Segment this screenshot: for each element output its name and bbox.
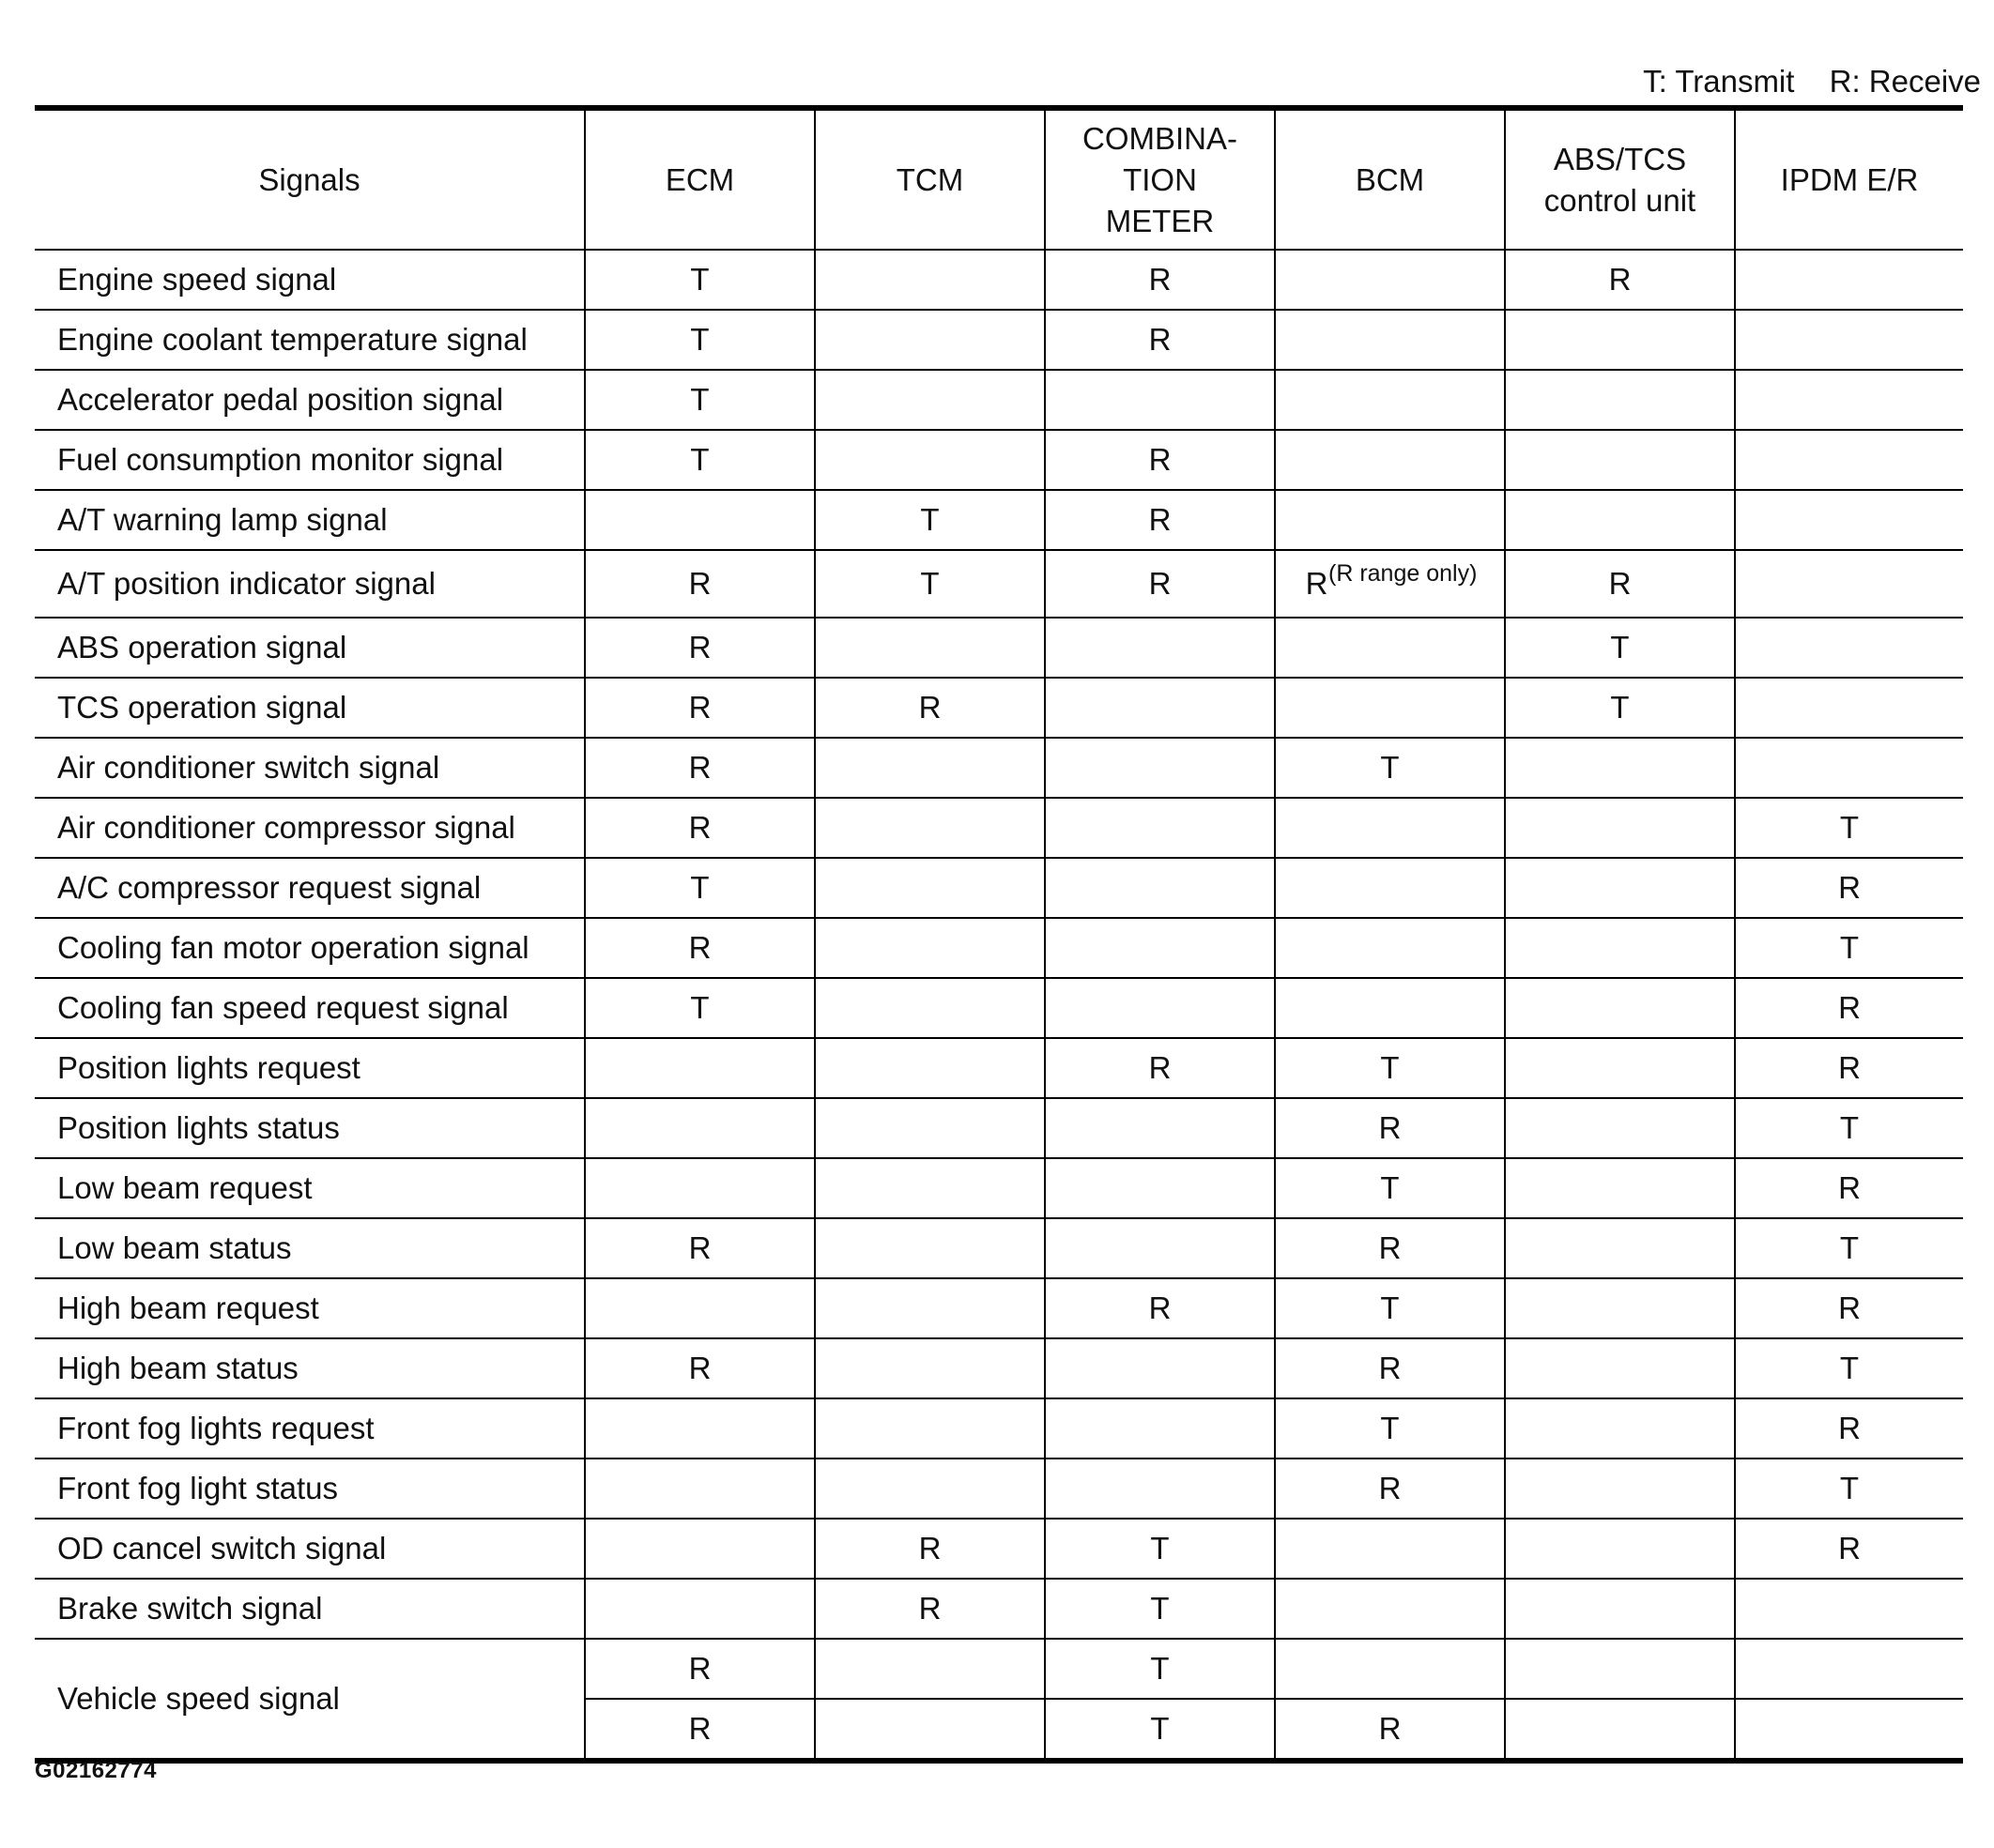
cell-ipdm-er (1735, 430, 1963, 490)
cell-combination-meter (1045, 798, 1275, 858)
cell-bcm: R (1275, 1338, 1505, 1398)
cell-ecm: R (585, 1699, 815, 1761)
cell-ipdm-er: T (1735, 1098, 1963, 1158)
cell-tcm (815, 1338, 1045, 1398)
cell-ecm (585, 490, 815, 550)
table-row (35, 978, 1963, 1038)
cell-tcm: R (815, 1579, 1045, 1639)
cell-combination-meter (1045, 1338, 1275, 1398)
cell-abs-tcs-control-unit (1505, 738, 1735, 798)
cell-tcm: T (815, 550, 1045, 618)
table-row (35, 918, 1963, 978)
cell-ipdm-er (1735, 490, 1963, 550)
cell-ipdm-er (1735, 310, 1963, 370)
cell-ecm: R (585, 1639, 815, 1699)
cell-tcm (815, 310, 1045, 370)
cell-ecm (585, 1158, 815, 1218)
cell-ipdm-er (1735, 550, 1963, 618)
cell-combination-meter: R (1045, 250, 1275, 310)
legend-transmit: T: Transmit (1643, 64, 1795, 99)
cell-tcm (815, 1218, 1045, 1278)
header-ecm: ECM (585, 108, 815, 250)
cell-bcm (1275, 250, 1505, 310)
cell-ipdm-er: T (1735, 1338, 1963, 1398)
cell-abs-tcs-control-unit (1505, 370, 1735, 430)
cell-bcm (1275, 370, 1505, 430)
table-row (35, 1639, 1963, 1699)
cell-ecm: R (585, 550, 815, 618)
signal-name: Accelerator pedal position signal (35, 370, 585, 430)
cell-ecm: R (585, 798, 815, 858)
table-row (35, 490, 1963, 550)
signal-name: A/T position indicator signal (35, 550, 585, 618)
cell-abs-tcs-control-unit: T (1505, 678, 1735, 738)
cell-bcm (1275, 858, 1505, 918)
cell-tcm: T (815, 490, 1045, 550)
cell-bcm (1275, 1579, 1505, 1639)
table-row (35, 1579, 1963, 1639)
cell-ipdm-er (1735, 1639, 1963, 1699)
signal-name: A/C compressor request signal (35, 858, 585, 918)
header-combination-meter: COMBINA- TION METER (1045, 108, 1275, 250)
cell-tcm (815, 918, 1045, 978)
cell-abs-tcs-control-unit (1505, 1519, 1735, 1579)
cell-combination-meter (1045, 618, 1275, 678)
signal-name: Front fog light status (35, 1459, 585, 1519)
cell-abs-tcs-control-unit (1505, 918, 1735, 978)
cell-ipdm-er (1735, 370, 1963, 430)
cell-tcm (815, 858, 1045, 918)
cell-tcm (815, 1158, 1045, 1218)
table-row (35, 1218, 1963, 1278)
cell-combination-meter: R (1045, 310, 1275, 370)
cell-ecm (585, 1098, 815, 1158)
cell-ecm: T (585, 250, 815, 310)
signal-name: Low beam request (35, 1158, 585, 1218)
cell-abs-tcs-control-unit: R (1505, 250, 1735, 310)
cell-ecm: R (585, 618, 815, 678)
cell-bcm (1275, 618, 1505, 678)
cell-ipdm-er: R (1735, 1519, 1963, 1579)
cell-ecm (585, 1459, 815, 1519)
cell-combination-meter (1045, 738, 1275, 798)
cell-combination-meter (1045, 1459, 1275, 1519)
cell-ipdm-er: R (1735, 978, 1963, 1038)
signal-name: A/T warning lamp signal (35, 490, 585, 550)
cell-tcm (815, 430, 1045, 490)
cell-combination-meter: R (1045, 430, 1275, 490)
cell-bcm (1275, 798, 1505, 858)
cell-bcm: T (1275, 1278, 1505, 1338)
signal-name: Fuel consumption monitor signal (35, 430, 585, 490)
cell-tcm (815, 618, 1045, 678)
cell-combination-meter: R (1045, 1038, 1275, 1098)
cell-bcm (1275, 1639, 1505, 1699)
cell-abs-tcs-control-unit (1505, 1338, 1735, 1398)
cell-combination-meter (1045, 678, 1275, 738)
cell-tcm (815, 1098, 1045, 1158)
signal-name: Vehicle speed signal (35, 1639, 585, 1761)
cell-bcm (1275, 678, 1505, 738)
r-range-only-note: (R range only) (1328, 560, 1478, 587)
cell-ipdm-er: T (1735, 798, 1963, 858)
cell-ipdm-er: T (1735, 1459, 1963, 1519)
cell-combination-meter (1045, 1098, 1275, 1158)
cell-ecm: R (585, 678, 815, 738)
cell-tcm (815, 1699, 1045, 1761)
cell-bcm (1275, 490, 1505, 550)
cell-ecm: R (585, 1218, 815, 1278)
cell-abs-tcs-control-unit (1505, 1038, 1735, 1098)
cell-ecm: T (585, 310, 815, 370)
cell-tcm (815, 978, 1045, 1038)
cell-combination-meter: R (1045, 490, 1275, 550)
cell-ipdm-er: T (1735, 1218, 1963, 1278)
cell-bcm (1275, 310, 1505, 370)
cell-ipdm-er (1735, 1579, 1963, 1639)
legend (1643, 64, 1981, 99)
cell-tcm (815, 738, 1045, 798)
cell-ecm (585, 1038, 815, 1098)
cell-ecm: R (585, 918, 815, 978)
cell-combination-meter (1045, 370, 1275, 430)
table-row (35, 798, 1963, 858)
cell-ecm (585, 1519, 815, 1579)
table-row (35, 370, 1963, 430)
table-body (35, 250, 1963, 1761)
cell-ipdm-er: R (1735, 1398, 1963, 1459)
signal-name: Air conditioner compressor signal (35, 798, 585, 858)
table-row (35, 1158, 1963, 1218)
signal-name: Engine coolant temperature signal (35, 310, 585, 370)
cell-abs-tcs-control-unit (1505, 798, 1735, 858)
table-row (35, 738, 1963, 798)
header-signals: Signals (35, 108, 585, 250)
signal-name: Position lights request (35, 1038, 585, 1098)
cell-ipdm-er (1735, 678, 1963, 738)
cell-ecm: T (585, 430, 815, 490)
cell-bcm: T (1275, 1038, 1505, 1098)
table-row (35, 1278, 1963, 1338)
cell-ecm (585, 1579, 815, 1639)
cell-tcm (815, 370, 1045, 430)
cell-tcm (815, 1398, 1045, 1459)
cell-abs-tcs-control-unit (1505, 1098, 1735, 1158)
cell-tcm (815, 1038, 1045, 1098)
cell-abs-tcs-control-unit (1505, 430, 1735, 490)
header-bcm: BCM (1275, 108, 1505, 250)
cell-combination-meter: T (1045, 1579, 1275, 1639)
cell-bcm: T (1275, 738, 1505, 798)
cell-ipdm-er (1735, 250, 1963, 310)
cell-abs-tcs-control-unit (1505, 858, 1735, 918)
table-row (35, 550, 1963, 618)
header-row (35, 108, 1963, 250)
signal-name: Air conditioner switch signal (35, 738, 585, 798)
cell-abs-tcs-control-unit (1505, 1278, 1735, 1338)
signal-name: Position lights status (35, 1098, 585, 1158)
cell-combination-meter (1045, 858, 1275, 918)
table-row (35, 618, 1963, 678)
cell-abs-tcs-control-unit (1505, 310, 1735, 370)
figure-id: G02162774 (35, 1758, 157, 1783)
cell-bcm: R (1275, 1218, 1505, 1278)
table-row (35, 1038, 1963, 1098)
signal-name: Front fog lights request (35, 1398, 585, 1459)
cell-ecm: T (585, 978, 815, 1038)
cell-combination-meter (1045, 1218, 1275, 1278)
cell-ecm: T (585, 858, 815, 918)
signal-name: Brake switch signal (35, 1579, 585, 1639)
cell-value: R (1305, 566, 1328, 601)
signal-name: Cooling fan motor operation signal (35, 918, 585, 978)
table-row (35, 250, 1963, 310)
cell-ecm (585, 1278, 815, 1338)
table-row (35, 310, 1963, 370)
cell-combination-meter (1045, 918, 1275, 978)
table-row (35, 1398, 1963, 1459)
cell-bcm (1275, 550, 1505, 618)
table-row (35, 858, 1963, 918)
cell-ipdm-er: R (1735, 1038, 1963, 1098)
cell-bcm: T (1275, 1398, 1505, 1459)
cell-tcm: R (815, 678, 1045, 738)
header-tcm: TCM (815, 108, 1045, 250)
signal-name: OD cancel switch signal (35, 1519, 585, 1579)
cell-ecm: R (585, 1338, 815, 1398)
table-row (35, 1519, 1963, 1579)
cell-bcm (1275, 978, 1505, 1038)
cell-tcm (815, 250, 1045, 310)
cell-ipdm-er: R (1735, 1278, 1963, 1338)
signal-name: Engine speed signal (35, 250, 585, 310)
signal-name: Cooling fan speed request signal (35, 978, 585, 1038)
cell-combination-meter (1045, 1158, 1275, 1218)
signal-name: TCS operation signal (35, 678, 585, 738)
header-ipdm-er: IPDM E/R (1735, 108, 1963, 250)
cell-ecm: T (585, 370, 815, 430)
cell-combination-meter: T (1045, 1519, 1275, 1579)
cell-abs-tcs-control-unit (1505, 1579, 1735, 1639)
cell-ipdm-er: R (1735, 1158, 1963, 1218)
cell-combination-meter: R (1045, 1278, 1275, 1338)
cell-abs-tcs-control-unit (1505, 490, 1735, 550)
cell-abs-tcs-control-unit: T (1505, 618, 1735, 678)
table-row (35, 1338, 1963, 1398)
signal-name: High beam status (35, 1338, 585, 1398)
cell-abs-tcs-control-unit (1505, 1218, 1735, 1278)
cell-combination-meter: R (1045, 550, 1275, 618)
signal-name: Low beam status (35, 1218, 585, 1278)
cell-tcm (815, 1459, 1045, 1519)
cell-bcm (1275, 430, 1505, 490)
cell-abs-tcs-control-unit (1505, 1398, 1735, 1459)
cell-combination-meter (1045, 978, 1275, 1038)
cell-tcm: R (815, 1519, 1045, 1579)
table-row (35, 678, 1963, 738)
cell-bcm: T (1275, 1158, 1505, 1218)
legend-receive: R: Receive (1829, 64, 1981, 99)
table-row (35, 430, 1963, 490)
cell-abs-tcs-control-unit (1505, 1639, 1735, 1699)
cell-abs-tcs-control-unit (1505, 978, 1735, 1038)
cell-combination-meter: T (1045, 1699, 1275, 1761)
cell-abs-tcs-control-unit (1505, 1459, 1735, 1519)
cell-ipdm-er: R (1735, 858, 1963, 918)
table-row (35, 1098, 1963, 1158)
can-communication-signal-table (35, 105, 1963, 1764)
cell-tcm (815, 1278, 1045, 1338)
signal-name: High beam request (35, 1278, 585, 1338)
header-abs-tcs-control-unit: ABS/TCS control unit (1505, 108, 1735, 250)
cell-tcm (815, 798, 1045, 858)
signal-name: ABS operation signal (35, 618, 585, 678)
cell-bcm: R (1275, 1459, 1505, 1519)
cell-combination-meter (1045, 1398, 1275, 1459)
cell-abs-tcs-control-unit: R (1505, 550, 1735, 618)
cell-ipdm-er (1735, 618, 1963, 678)
cell-combination-meter: T (1045, 1639, 1275, 1699)
cell-ecm: R (585, 738, 815, 798)
cell-abs-tcs-control-unit (1505, 1699, 1735, 1761)
cell-bcm: R (1275, 1098, 1505, 1158)
cell-ecm (585, 1398, 815, 1459)
cell-ipdm-er (1735, 1699, 1963, 1761)
cell-bcm (1275, 918, 1505, 978)
cell-ipdm-er (1735, 738, 1963, 798)
table-row (35, 1459, 1963, 1519)
cell-abs-tcs-control-unit (1505, 1158, 1735, 1218)
cell-bcm: R (1275, 1699, 1505, 1761)
cell-bcm (1275, 1519, 1505, 1579)
cell-ipdm-er: T (1735, 918, 1963, 978)
cell-tcm (815, 1639, 1045, 1699)
